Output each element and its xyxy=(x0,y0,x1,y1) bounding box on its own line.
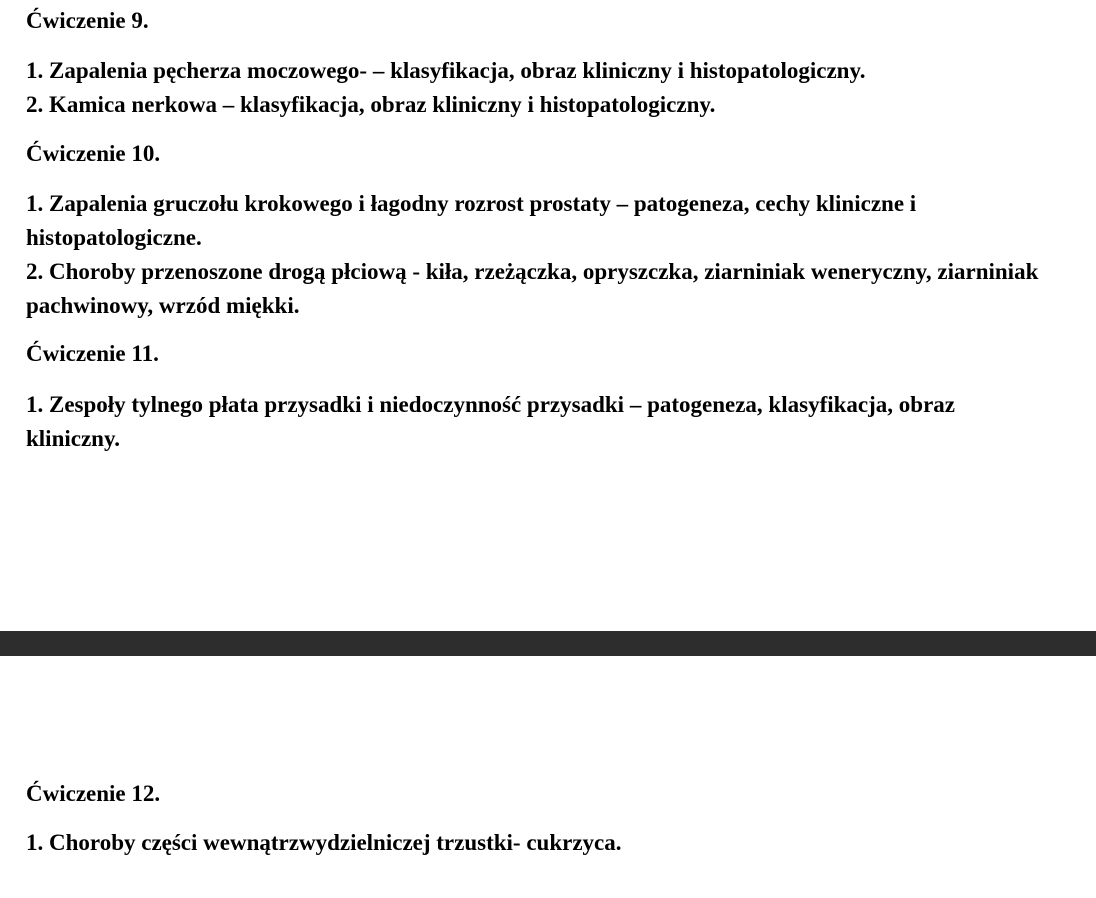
exercise-10-item-2: 2. Choroby przenoszone drogą płciową - kiła, rzeżączka, opryszczka, ziarniniak weneryczny, ziarniniak pachwinowy, wrzód miękki. xyxy=(26,259,1039,318)
exercise-10-heading: Ćwiczenie 10. xyxy=(26,141,161,166)
page-break-divider xyxy=(0,631,1096,656)
exercise-9-item-1: 1. Zapalenia pęcherza moczowego- – klasyfikacja, obraz kliniczny i histopatologiczny. xyxy=(26,58,866,83)
exercise-11-item-1: 1. Zespoły tylnego płata przysadki i niedoczynność przysadki – patogeneza, klasyfikacja, obraz kliniczny. xyxy=(26,392,955,451)
exercise-12-item-1: 1. Choroby części wewnątrzwydzielniczej trzustki- cukrzyca. xyxy=(26,830,622,855)
exercise-10-item-1: 1. Zapalenia gruczołu krokowego i łagodny rozrost prostaty – patogeneza, cechy kliniczne i histopatologiczne. xyxy=(26,191,917,250)
exercise-11-heading: Ćwiczenie 11. xyxy=(26,341,159,366)
document-page-2 xyxy=(0,656,1096,898)
exercise-12-heading: Ćwiczenie 12. xyxy=(26,781,161,806)
exercise-9-item-2: 2. Kamica nerkowa – klasyfikacja, obraz kliniczny i histopatologiczny. xyxy=(26,92,716,117)
exercise-9-heading: Ćwiczenie 9. xyxy=(26,8,149,33)
